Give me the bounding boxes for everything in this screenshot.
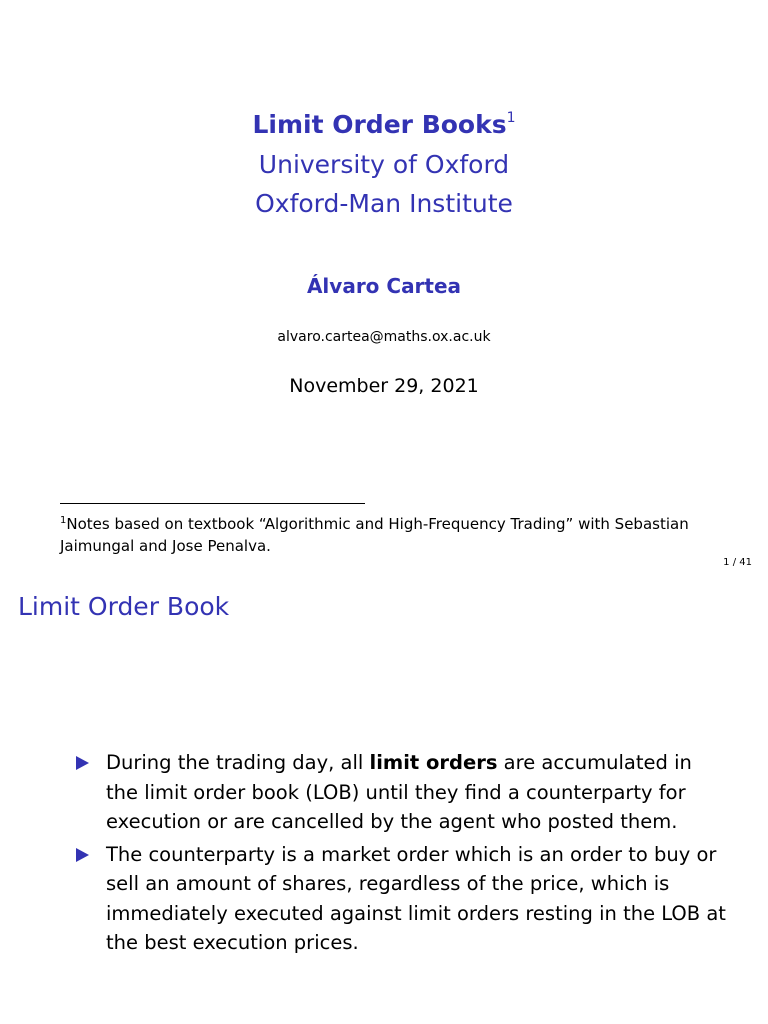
author-name: Álvaro Cartea: [306, 274, 462, 298]
bullet-2-text: The counterparty is a market order which is an order to buy or sell an amount of shares, regardless of the price, which is immediately executed against limit orders resting in the LOB at the best execution prices.: [106, 842, 726, 954]
footnote-text: Notes based on textbook “Algorithmic and High-Frequency Trading” with Sebastian Jaimungal and Jose Penalva.: [60, 515, 689, 555]
footnote-rule: [60, 503, 365, 504]
footnote: [60, 510, 740, 557]
author-email: alvaro.cartea@maths.ox.ac.uk: [277, 329, 491, 345]
slide-title-text: Limit Order Books: [252, 110, 507, 139]
frame-title: Limit Order Book: [18, 592, 230, 621]
institution-line-1: University of Oxford: [258, 150, 510, 179]
bullet-item-2: [76, 840, 726, 958]
bullet-1-text-start: During the trading day, all: [106, 751, 370, 774]
triangle-bullet-icon: [76, 848, 89, 862]
page-number: 1 / 41: [723, 557, 752, 568]
bullet-list: [76, 748, 726, 961]
title-footnote-mark[interactable]: 1: [506, 109, 516, 126]
bullet-1-bold-term: limit orders: [369, 751, 498, 774]
footnote-mark: 1: [60, 515, 67, 526]
bullet-item-1: [76, 748, 726, 837]
institution-line-2: Oxford-Man Institute: [255, 189, 513, 218]
triangle-bullet-icon: [76, 756, 89, 770]
presentation-date: November 29, 2021: [289, 375, 479, 397]
slide-title: [0, 110, 768, 139]
bullet-1-text-end: are accumulated in the limit order book (LOB) until they find a counterparty for execution or are cancelled by the agent who posted them.: [106, 751, 692, 833]
